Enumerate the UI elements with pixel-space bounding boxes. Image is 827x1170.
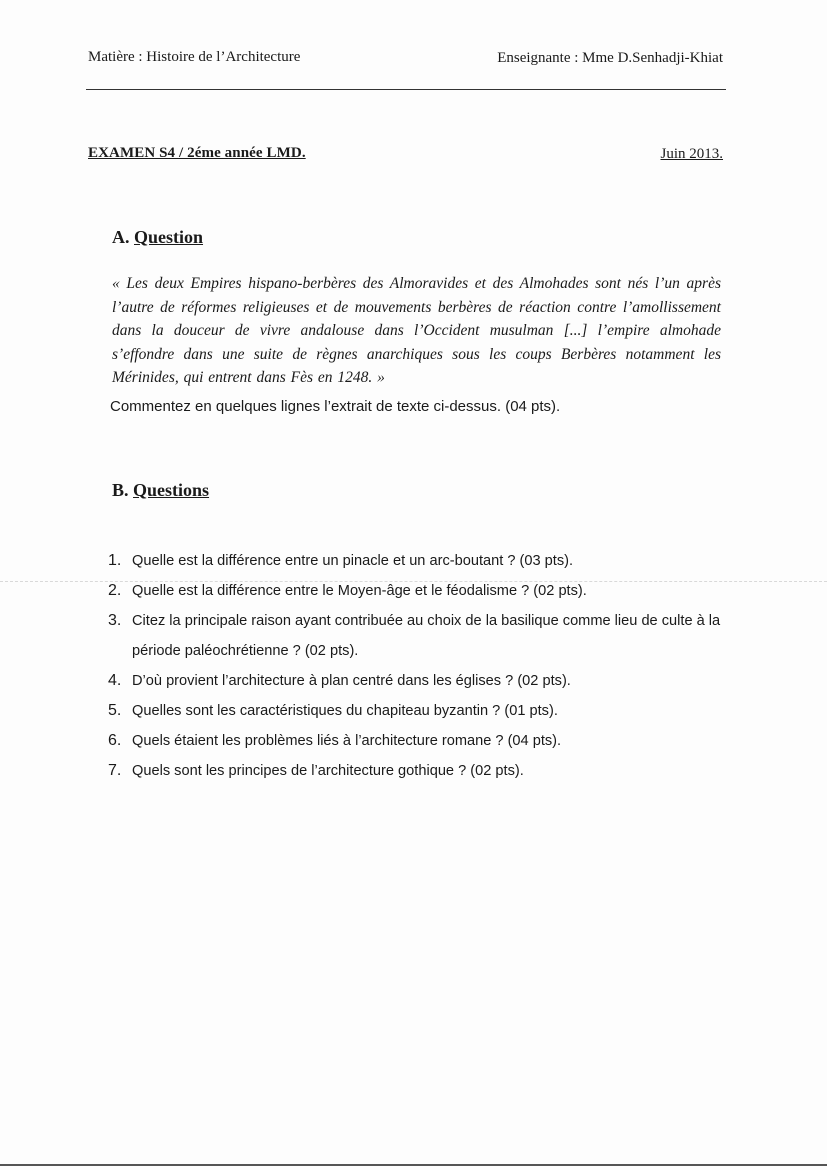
question-text: D’où provient l’architecture à plan centré dans les églises ? (02 pts). bbox=[132, 673, 571, 689]
question-text: Quelles sont les caractéristiques du chapiteau byzantin ? (01 pts). bbox=[132, 703, 558, 719]
section-b-title: Questions bbox=[133, 480, 210, 500]
question-number: 2. bbox=[108, 582, 122, 599]
header-divider bbox=[86, 89, 726, 90]
question-text: Citez la principale raison ayant contribuée au choix de la basilique comme lieu de culte à la période paléochrétienne ? (02 pts). bbox=[132, 613, 721, 659]
question-item bbox=[108, 696, 728, 726]
question-item bbox=[108, 726, 728, 756]
quote-text: « Les deux Empires hispano-berbères des Almoravides et des Almohades sont nés l’un après l’autre de réformes religieuses et de mouvements berbères de réaction contre l’amollissement dans la douceur de vivre andalouse dans l’Occident musulman [...] l’empire almohade s’effondre dans une suite de règnes anarchiques sous les coups Berbères notamment les Mérinides, qui entrent dans Fès en 1248. » bbox=[112, 275, 721, 386]
question-number: 3. bbox=[108, 612, 122, 629]
subject-label: Matière : Histoire de l’Architecture bbox=[88, 49, 301, 65]
question-item bbox=[108, 546, 728, 576]
page-bottom-edge bbox=[0, 1164, 827, 1166]
section-a-letter: A. bbox=[112, 227, 130, 247]
section-a-title: Question bbox=[134, 227, 204, 247]
question-number: 1. bbox=[108, 552, 122, 569]
question-list bbox=[108, 546, 728, 786]
question-number: 5. bbox=[108, 702, 122, 719]
commentary-instruction: Commentez en quelques lignes l’extrait de texte ci-dessus. (04 pts). bbox=[110, 398, 561, 415]
question-item bbox=[108, 576, 728, 606]
question-text: Quelle est la différence entre un pinacle et un arc-boutant ? (03 pts). bbox=[132, 553, 574, 569]
exam-title: EXAMEN S4 / 2éme année LMD. bbox=[88, 145, 306, 161]
question-number: 7. bbox=[108, 762, 122, 779]
question-number: 4. bbox=[108, 672, 122, 689]
question-text: Quels sont les principes de l’architecture gothique ? (02 pts). bbox=[132, 763, 524, 779]
exam-date: Juin 2013. bbox=[660, 146, 723, 162]
question-number: 6. bbox=[108, 732, 122, 749]
question-item bbox=[108, 666, 728, 696]
section-b-letter: B. bbox=[112, 480, 129, 500]
question-text: Quelle est la différence entre le Moyen-âge et le féodalisme ? (02 pts). bbox=[132, 583, 587, 599]
question-item bbox=[108, 606, 728, 666]
section-b-heading bbox=[112, 480, 209, 501]
teacher-label: Enseignante : Mme D.Senhadji-Khiat bbox=[497, 50, 723, 66]
question-text: Quels étaient les problèmes liés à l’architecture romane ? (04 pts). bbox=[132, 733, 562, 749]
section-a-heading bbox=[112, 227, 203, 248]
question-item bbox=[108, 756, 728, 786]
